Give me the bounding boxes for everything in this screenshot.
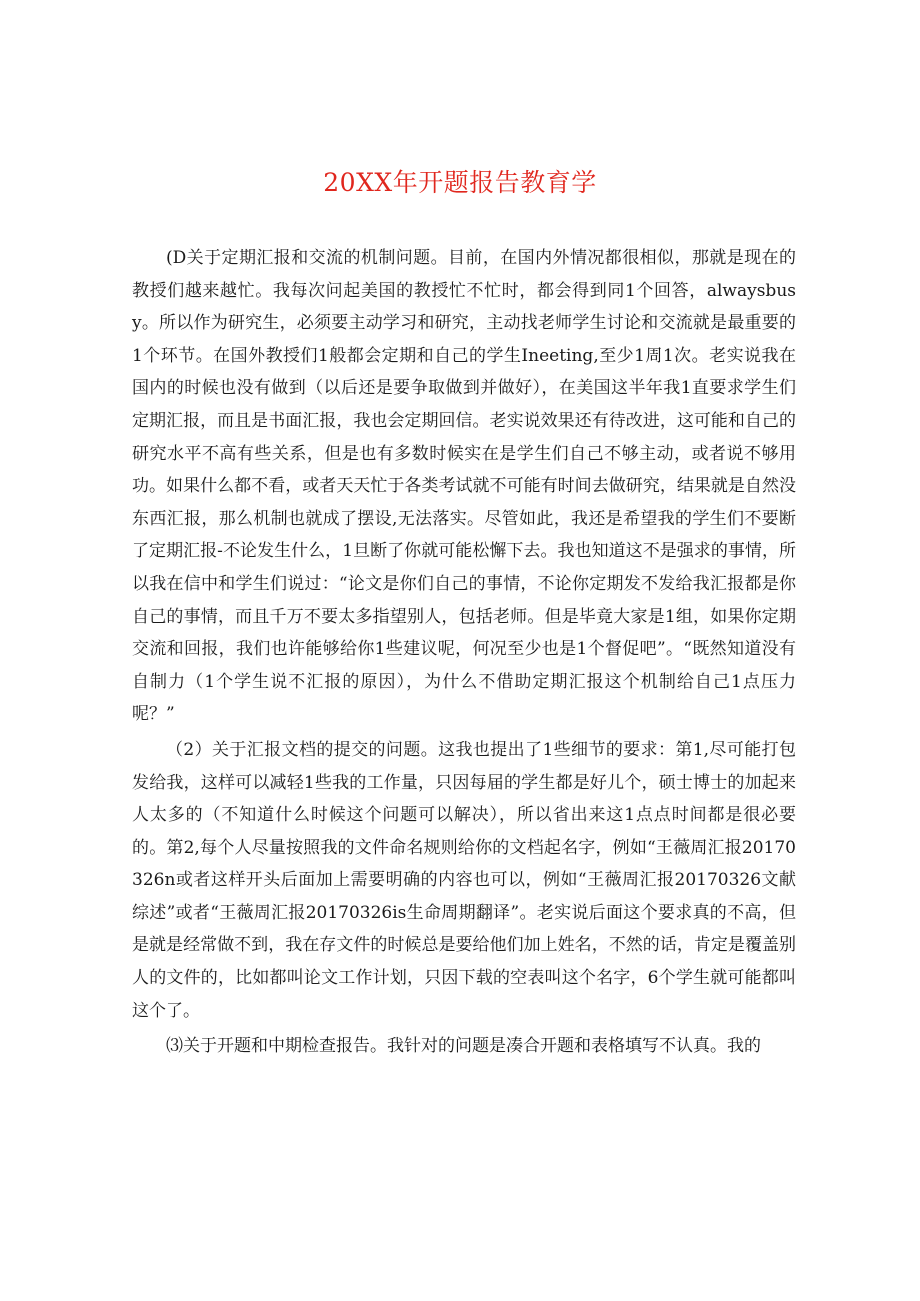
paragraph-reporting-mechanism: (D关于定期汇报和交流的机制问题。目前，在国内外情况都很相似，那就是现在的教授们越来越忙。我每次问起美国的教授忙不忙时，都会得到同1个回答，alwaysbusy。所以作为研究生，必须要主动学习和研究，主动找老师学生讨论和交流就是最重要的1个环节。在国外教授们1般都会定期和自己的学生Ineeting,至少1周1次。老实说我在国内的时候也没有做到（以后还是要争取做到并做好），在美国这半年我1直要求学生们定期汇报，而且是书面汇报，我也会定期回信。老实说效果还有待改进，这可能和自己的研究水平不高有些关系，但是也有多数时候实在是学生们自己不够主动，或者说不够用功。如果什么都不看，或者天天忙于各类考试就不可能有时间去做研究，结果就是自然没东西汇报，那么机制也就成了摆设,无法落实。尽管如此，我还是希望我的学生们不要断了定期汇报-不论发生什么，1旦断了你就可能松懈下去。我也知道这不是强求的事情，所以我在信中和学生们说过：“论文是你们自己的事情，不论你定期发不发给我汇报都是你自己的事情，而且千万不要太多指望别人，包括老师。但是毕竟大家是1组，如果你定期交流和回报，我们也许能够给你1些建议呢，何况至少也是1个督促吧”。“既然知道没有自制力（1个学生说不汇报的原因），为什么不借助定期汇报这个机制给自己1点压力呢？” [132,248,796,725]
document-body [132,242,796,1063]
document-title: 20XX年开题报告教育学 [323,168,597,197]
paragraph-document-submission: （2）关于汇报文档的提交的问题。这我也提出了1些细节的要求：第1,尽可能打包发给我，这样可以减轻1些我的工作量，只因每届的学生都是好儿个，硕士博士的加起来人太多的（不知道什么时候这个问题可以解决），所以省出来这1点点时间都是很必要的。第2,每个人尽量按照我的文件命名规则给你的文档起名字，例如“王薇周汇报20170326n或者这样开头后面加上需要明确的内容也可以，例如“王薇周汇报20170326文献综述”或者“王薇周汇报20170326is生命周期翻译”。老实说后面这个要求真的不高，但是就是经常做不到，我在存文件的时候总是要给他们加上姓名，不然的话，肯定是覆盖别人的文件的，比如都叫论文工作计划，只因下载的空表叫这个名字，6个学生就可能都叫这个了。 [132,739,796,1021]
paragraph-proposal-reports: ⑶关于开题和中期检查报告。我针对的问题是凑合开题和表格填写不认真。我的 [166,1036,761,1057]
